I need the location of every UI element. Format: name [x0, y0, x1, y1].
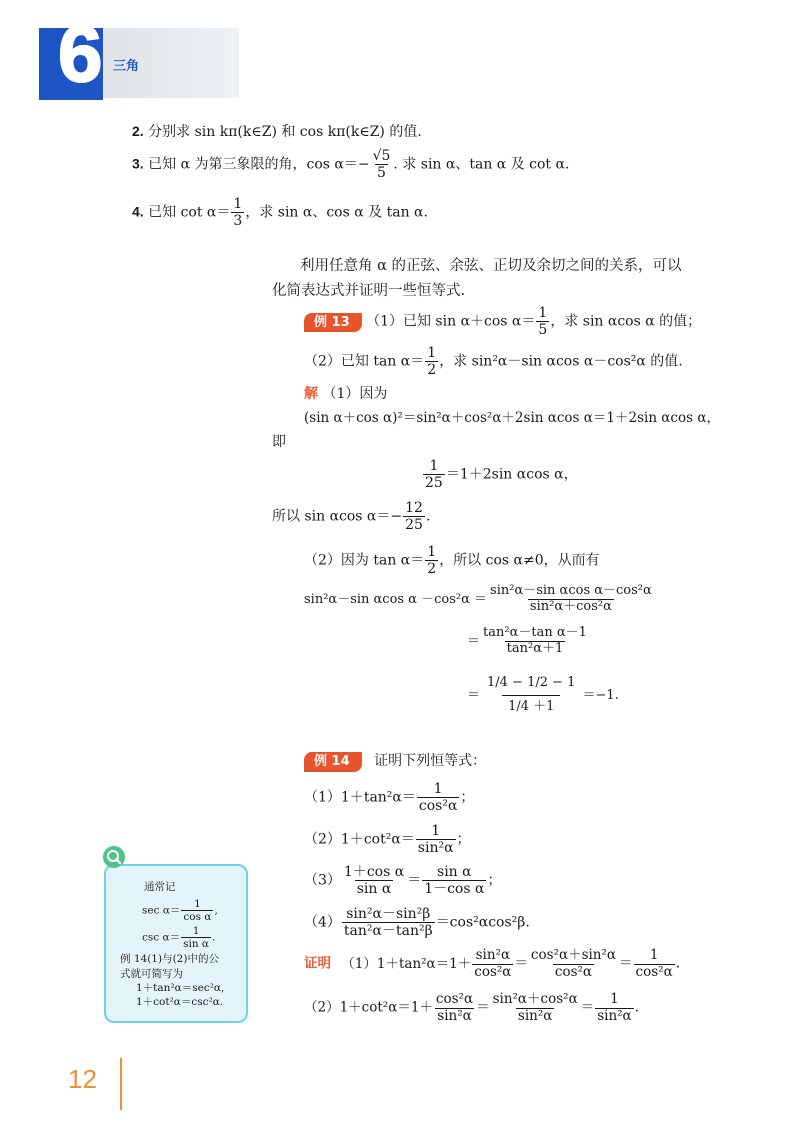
- proof-2: （2）1＋cot²α＝1＋ $\frac{\text{cos²α}}{\text{sin²α}}$ ＝ $\frac{\text{sin²α＋cos²α}}{\text{sin²α}}$ ＝ $\frac{1}{\text{sin²α}}$ .: [304, 991, 639, 1024]
- proof-1: 证明 （1）1＋tan²α＝1＋ $\frac{\text{sin²α}}{\text{cos²α}}$ ＝ $\frac{\text{cos²α＋sin²α}}{\text{cos²α}}$ ＝ $\frac{1}{\text{cos²α}}$ .: [304, 947, 680, 980]
- fraction: $\frac{\text{cos²α}}{\text{sin²α}}$: [435, 991, 474, 1024]
- fraction: $\frac{\text{sin²α－sin αcos α－cos²α}}{\text{sin²α＋cos²α}}$: [490, 583, 652, 614]
- exercise-3: [132, 148, 569, 181]
- fraction: $\frac{1}{\text{sin α}}$: [183, 925, 210, 951]
- solution-derivation-line-1: sin²α－sin αcos α －cos²α ＝ $\frac{\text{sin²α－sin αcos α－cos²α}}{\text{sin²α＋cos²α}}$: [304, 583, 652, 614]
- fraction: $\frac{\text{cos²α＋sin²α}}{\text{cos²α}}$: [530, 947, 617, 980]
- note-sec-def: sec α＝ $\frac{1}{\text{cos α}}$ ,: [142, 898, 218, 924]
- example-14-intro: 例 14 证明下列恒等式：: [304, 752, 486, 772]
- solution-intro: 解 （1）因为: [304, 386, 388, 402]
- solution-equation-1: (sin α＋cos α)²＝sin²α＋cos²α＋2sin αcos α＝1＋2sin αcos α，: [304, 410, 720, 426]
- fraction: $\frac{\text{sin²α＋cos²α}}{\text{sin²α}}$: [492, 991, 578, 1024]
- exercise-text: 分别求 sin kπ(k∈Z) 和 cos kπ(k∈Z) 的值.: [148, 124, 422, 140]
- example-14-tag: 例 14: [304, 752, 362, 772]
- solution-result-1: 所以 sin αcos α＝− $\frac{12}{25}$ .: [272, 500, 431, 534]
- example-13-part-2: （2）已知 tan α＝ $\frac{1}{2}$ ，求 sin²α－sin αcos α－cos²α 的值.: [304, 345, 683, 379]
- page-number-divider: [120, 1058, 122, 1110]
- fraction: $\frac{1}{5}$: [538, 305, 548, 339]
- fraction: $\frac{12}{25}$: [405, 500, 423, 534]
- fraction: $\frac{\text{1＋cos α}}{\text{sin α}}$: [343, 864, 405, 898]
- solution-equation-2: $\frac{1}{25}$ ＝1＋2sin αcos α，: [425, 458, 578, 492]
- fraction: $\frac{1}{2}$: [427, 544, 437, 578]
- example-13-tag: 例 13: [304, 313, 362, 333]
- note-title: 通常记: [144, 881, 176, 893]
- chapter-number: 6: [58, 9, 103, 98]
- fraction: $\frac{√5}{5}$: [372, 148, 391, 182]
- exercise-2: [132, 123, 422, 141]
- proof-label: 证明: [304, 955, 331, 972]
- exercise-text: 已知 cot α＝: [148, 204, 231, 221]
- side-note-box: [104, 864, 248, 1023]
- note-line-3: 1＋tan²α＝sec²α,: [136, 981, 225, 994]
- solution-derivation-line-3: ＝ $\frac{1/4 - 1/2 - 1}{1/4 +1}$ ＝−1.: [467, 672, 619, 719]
- fraction: $\frac{1}{\text{cos α}}$: [183, 898, 212, 924]
- fraction: $\frac{\text{sin α}}{\text{1－cos α}}$: [424, 864, 485, 898]
- fraction: $\frac{1}{3}$: [233, 196, 243, 230]
- fraction: $\frac{1}{\text{cos²α}}$: [418, 781, 458, 815]
- exercise-number: 2.: [132, 123, 144, 139]
- fraction: $\frac{1/4 - 1/2 - 1}{1/4 +1}$: [481, 672, 581, 719]
- solution-ji: 即: [272, 434, 286, 450]
- chapter-title: 三角: [113, 59, 140, 74]
- intro-line-1: 利用任意角 α 的正弦、余弦、正切及余切之间的关系，可以: [300, 258, 682, 274]
- fraction: $\frac{1}{\text{sin²α}}$: [417, 823, 454, 857]
- exercise-number: 3.: [132, 155, 144, 172]
- note-csc-def: csc α＝ $\frac{1}{\text{sin α}}$ .: [142, 925, 216, 951]
- identity-2: （2）1＋cot²α＝ $\frac{1}{\text{sin²α}}$ ；: [304, 823, 471, 857]
- fraction: $\frac{1}{\text{cos²α}}$: [635, 947, 673, 980]
- exercise-text: ，求 sin α、cos α 及 tan α.: [245, 204, 428, 221]
- solution-part-2-intro: （2）因为 tan α＝ $\frac{1}{2}$ ，所以 cos α≠0，从而有: [304, 544, 600, 578]
- exercise-text: 已知 α 为第三象限的角，cos α＝−: [148, 156, 370, 173]
- example-13-part-1: 例 13 （1）已知 sin α＋cos α＝ $\frac{1}{5}$ ，求 sin αcos α 的值；: [304, 305, 701, 338]
- note-line-1: 例 14(1)与(2)中的公: [120, 953, 219, 966]
- exercise-number: 4.: [132, 203, 144, 220]
- exercise-4: [132, 196, 428, 229]
- solution-label: 解: [304, 386, 318, 402]
- identity-3: （3） $\frac{\text{1＋cos α}}{\text{sin α}}$ ＝ $\frac{\text{sin α}}{\text{1－cos α}}$ ；: [304, 864, 502, 898]
- page-number: 12: [68, 1064, 97, 1094]
- identity-4: （4） $\frac{\text{sin²α－sin²β}}{\text{tan²α－tan²β}}$ ＝cos²αcos²β.: [304, 906, 530, 940]
- note-line-2: 式就可简写为: [120, 967, 183, 980]
- identity-1: （1）1＋tan²α＝ $\frac{1}{\text{cos²α}}$ ；: [304, 781, 475, 815]
- fraction: $\frac{1}{\text{sin²α}}$: [597, 991, 632, 1024]
- fraction: $\frac{\text{sin²α}}{\text{cos²α}}$: [474, 947, 512, 980]
- fraction: $\frac{\text{tan²α－tan α－1}}{\text{tan²α＋1}}$: [483, 625, 587, 656]
- fraction: $\frac{1}{2}$: [427, 345, 437, 379]
- note-line-4: 1＋cot²α＝csc²α.: [136, 995, 224, 1008]
- magnifier-icon: [103, 846, 125, 868]
- fraction: $\frac{\text{sin²α－sin²β}}{\text{tan²α－tan²β}}$: [343, 906, 433, 940]
- intro-line-2: 化简表达式并证明一些恒等式.: [272, 283, 466, 299]
- fraction: $\frac{1}{25}$: [425, 458, 443, 492]
- exercise-text: . 求 sin α、tan α 及 cot α.: [393, 156, 570, 173]
- solution-derivation-line-2: ＝ $\frac{\text{tan²α－tan α－1}}{\text{tan²α＋1}}$: [467, 625, 587, 656]
